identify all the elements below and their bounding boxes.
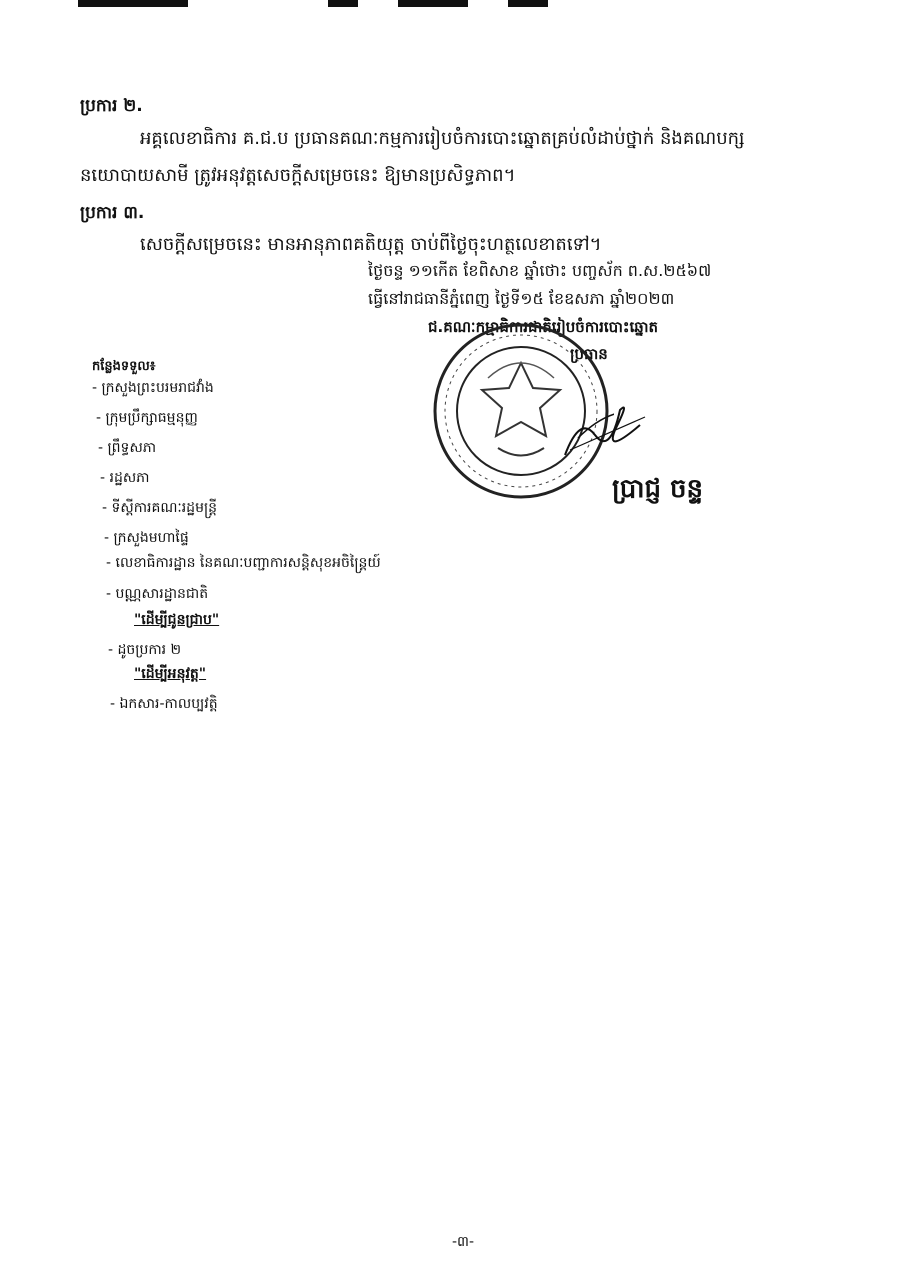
article-2-line-2: នយោបាយសាមី ត្រូវអនុវត្តសេចក្តីសម្រេចនេះ ឱ្យមានប្រសិទ្ធភាព។ [80,165,516,186]
recipient-item: - លេខាធិការដ្ឋាន នៃគណៈបញ្ជាការសន្តិសុខអចិន្ត្រៃយ៍ [106,555,381,571]
recipient-item: - បណ្ណសារដ្ឋានជាតិ [106,586,209,602]
recipient-item: - ដូចប្រការ ២ [108,642,182,658]
recipients-title: កន្លែងទទួល៖ [92,359,156,374]
handwritten-signature [560,395,650,465]
recipient-purpose: "ដើម្បីជូនជ្រាប" [134,612,220,628]
date-solar: ធ្វើនៅរាជធានីភ្នំពេញ ថ្ងៃទី១៥ ខែឧសភា ឆ្នាំ២០២៣ [368,289,675,308]
date-lunar: ថ្ងៃចន្ទ ១១កើត ខែពិសាខ ឆ្នាំថោះ បញ្ចស័ក ព.ស.២៥៦៧ [368,261,712,280]
article-3-heading: ប្រការ ៣. [80,203,145,223]
recipient-item: - រដ្ឋសភា [100,470,150,486]
recipient-item: - ឯកសារ-កាលប្បវត្តិ [110,696,218,712]
article-2-line-1: អគ្គលេខាធិការ គ.ជ.ប ប្រធានគណៈកម្មការរៀបចំការបោះឆ្នោតគ្រប់លំដាប់ថ្នាក់ និងគណបក្ស [140,128,745,149]
recipient-item: - ក្រសួងព្រះបរមរាជវាំង [92,380,214,396]
signatory-role: ប្រធាន [570,345,608,363]
article-3-line-1: សេចក្តីសម្រេចនេះ មានអានុភាពគតិយុត្ត ចាប់ពីថ្ងៃចុះហត្ថលេខាតទៅ។ [140,234,602,255]
recipient-item: - ក្រុមប្រឹក្សាធម្មនុញ្ញ [96,410,198,426]
top-cropped-line [78,0,598,8]
recipient-item: - ទីស្តីការគណៈរដ្ឋមន្ត្រី [102,500,218,516]
recipient-purpose: "ដើម្បីអនុវត្ត" [134,666,207,682]
recipient-item: - ព្រឹទ្ធសភា [98,440,157,456]
issuing-office: ជ.គណៈកម្មាធិការជាតិរៀបចំការបោះឆ្នោត [428,318,659,336]
recipient-item: - ក្រសួងមហាផ្ទៃ [104,530,189,546]
signatory-name: ប្រាជ្ញ ចន្ទ [612,474,704,504]
page-number: -៣- [452,1234,475,1250]
article-2-heading: ប្រការ ២. [80,96,143,116]
